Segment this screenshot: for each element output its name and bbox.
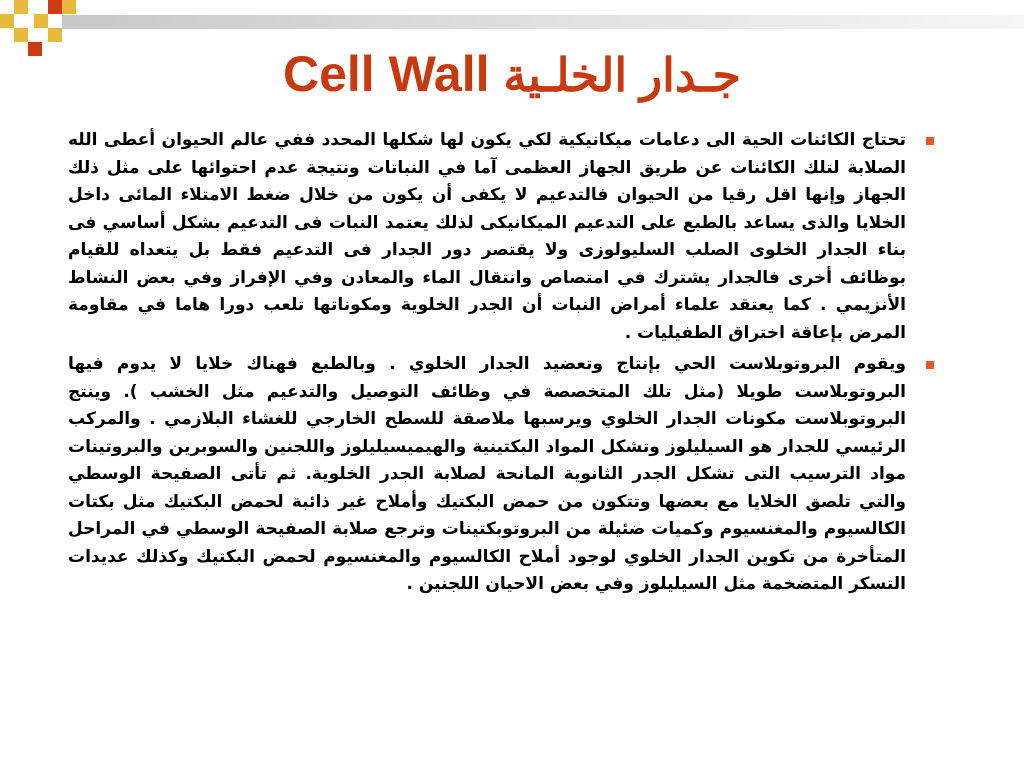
title-arabic: جـدار الخلـية: [503, 49, 741, 101]
deco-square-gold-3: [0, 14, 14, 28]
header-gradient-bar: [62, 15, 1024, 29]
content-body: [68, 127, 938, 603]
deco-square-gold-6: [48, 28, 62, 42]
deco-square-gold-5: [14, 28, 28, 42]
deco-square-red-1: [48, 0, 62, 14]
deco-square-gold-1: [14, 0, 28, 14]
bullet-paragraph: [68, 351, 938, 599]
deco-square-gold-2: [62, 0, 76, 14]
slide-title: [0, 42, 1024, 107]
deco-square-gold-4: [34, 14, 48, 28]
paragraph-text: تحتاج الكائنات الحية الى دعامات ميكانيكية لكي يكون لها شكلها المحدد ففي عالم الحيوان أعطى الله الصلابة لتلك الكائنات عن طريق الجهاز العظمى آما في النباتات ونتيجة عدم احتوائها على مثل ذلك الجهاز وإنها اقل رقيا من الحيوان فالتدعيم لا يكفى أن يكون من خلال ضغط الامتلاء المائى داخل الخلايا والذى يساعد بالطبع على التدعيم الميكانيكى لذلك يعتمد النبات فى التدعيم بشكل أساسي فى بناء الجدار الخلوى الصلب السليولوزى ولا يقتصر دور الجدار فى التدعيم فقط بل يتعداه للقيام بوظائف أخرى فالجدار يشترك في امتصاص وانتقال الماء والمعادن وفي الإفراز وفي بعض النشاط الأنزيمي . كما يعتقد علماء أمراض النبات أن الجدر الخلوية ومكوناتها تلعب دورا هاما في مقاومة المرض بإعاقة اختراق الطفيليات .: [68, 130, 906, 343]
bullet-square-icon: [926, 361, 934, 369]
bullet-paragraph: [68, 127, 938, 347]
bullet-square-icon: [926, 137, 934, 145]
paragraph-text: ويقوم البروتوبلاست الحي بإنتاج وتعضيد الجدار الخلوي . وبالطبع فهناك خلايا لا يدوم فيها البروتوبلاست طويلا (مثل تلك المتخصصة في وظائف التوصيل والتدعيم مثل الخشب ). وينتج البروتوبلاست مكونات الجدار الخلوي ويرسبها ملاصقة للسطح الخارجي للغشاء البلازمي . والمركب الرئيسي للجدار هو السيليلوز وتشكل المواد البكتينية والهيميسيليلوز واللجنين والسوبرين والبروتينات مواد الترسيب التى تشكل الجدر الثانوية المانحة لصلابة الجدر الخلوية. ثم تأتى الصفيحة الوسطي والتي تلصق الخلايا مع بعضها وتتكون من حمض البكتيك وأملاح غير ذائبة لحمض البكتيك مثل بكتات الكالسيوم والمغنسيوم وكميات ضئيلة من البروتوبكتينات وترجع صلابة الصفيحة الوسطي في المراحل المتأخرة من تكوين الجدار الخلوي لوجود أملاح الكالسيوم والمغنسيوم لحمض البكتيك وكذلك عديدات التسكر المتضخمة مثل السيليلوز وفي بعض الاحيان اللجنين .: [68, 354, 906, 594]
title-english: Cell Wall: [282, 46, 490, 102]
